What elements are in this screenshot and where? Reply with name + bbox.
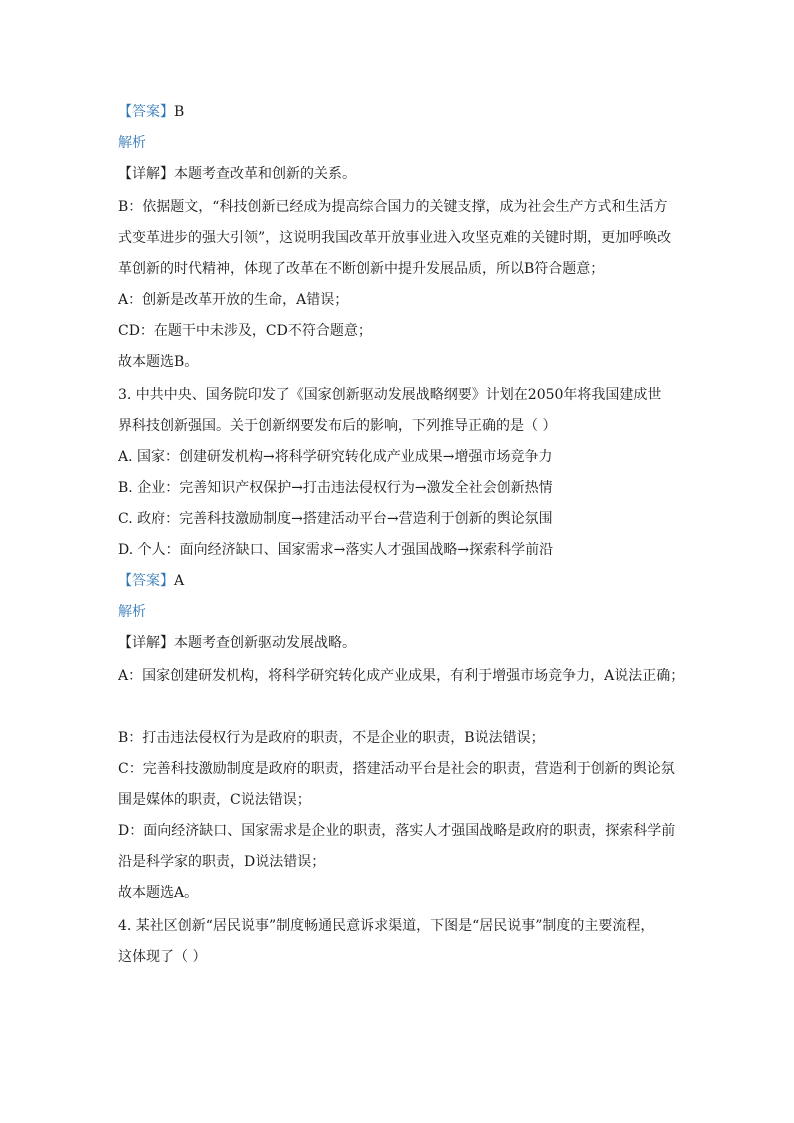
answer-tag: 【答案】 — [118, 104, 174, 120]
analysis-heading-2 — [118, 602, 684, 622]
explanation-a: A：创新是改革开放的生命，A错误； — [118, 292, 349, 308]
explanation-b-line-3: 革创新的时代精神，体现了改革在不断创新中提升发展品质，所以B符合题意； — [118, 261, 605, 277]
analysis-tag-2: 解析 — [118, 604, 146, 620]
answer-value-2: A — [174, 573, 185, 589]
option-c: C. 政府：完善科技激励制度→搭建活动平台→营造利于创新的舆论氛围 — [118, 511, 553, 527]
detail-line — [118, 164, 684, 184]
explanation-2-d-line-1: D：面向经济缺口、国家需求是企业的职责，落实人才强国战略是政府的职责，探索科学前 — [118, 823, 676, 839]
explanation-2-c-line-1: C：完善科技激励制度是政府的职责，搭建活动平台是社会的职责，营造利于创新的舆论氛 — [118, 761, 675, 777]
answer-tag-2: 【答案】 — [118, 573, 174, 589]
answer-value: B — [174, 104, 185, 120]
detail-tag-2: 【详解】 — [118, 635, 174, 651]
detail-text: 本题考查改革和创新的关系。 — [174, 166, 356, 182]
answer-line — [118, 102, 684, 122]
detail-line-2 — [118, 633, 684, 653]
detail-text-2: 本题考查创新驱动发展战略。 — [174, 635, 356, 651]
question-3-line-1: 3. 中共中央、国务院印发了《国家创新驱动发展战略纲要》计划在2050年将我国建成世 — [118, 387, 662, 403]
explanation-b-line-2: 式变革进步的强大引领”，这说明我国改革开放事业进入攻坚克难的关键时期，更加呼唤改 — [118, 230, 672, 246]
explanation-2-b: B：打击违法侵权行为是政府的职责，不是企业的职责，B说法错误； — [118, 730, 545, 746]
option-a: A. 国家：创建研发机构→将科学研究转化成产业成果→增强市场竞争力 — [118, 449, 553, 465]
explanation-2-c-line-2: 围是媒体的职责，C说法错误； — [118, 792, 311, 808]
explanation-cd: CD：在题干中未涉及，CD不符合题意； — [118, 323, 372, 339]
question-4-line-1: 4. 某社区创新“居民说事”制度畅通民意诉求渠道，下图是“居民说事”制度的主要流程， — [118, 918, 655, 934]
explanation-2-d-line-2: 沿是科学家的职责，D说法错误； — [118, 854, 326, 870]
detail-tag: 【详解】 — [118, 166, 174, 182]
analysis-tag: 解析 — [118, 135, 146, 151]
question-4-line-2: 这体现了（ ） — [118, 949, 207, 965]
explanation-b-line-1: B：依据题文，“科技创新已经成为提高综合国力的关键支撑，成为社会生产方式和生活方 — [118, 199, 668, 215]
question-3-line-2: 界科技创新强国。关于创新纲要发布后的影响，下列推导正确的是（ ） — [118, 418, 557, 434]
analysis-heading — [118, 133, 684, 153]
option-b: B. 企业：完善知识产权保护→打击违法侵权行为→激发全社会创新热情 — [118, 480, 553, 496]
conclusion-2: 故本题选A。 — [118, 885, 199, 901]
option-d: D. 个人：面向经济缺口、国家需求→落实人才强国战略→探索科学前沿 — [118, 542, 554, 558]
answer-line-2 — [118, 571, 684, 591]
explanation-2-a: A：国家创建研发机构，将科学研究转化成产业成果，有利于增强市场竞争力，A说法正确； — [118, 668, 684, 684]
conclusion-1: 故本题选B。 — [118, 354, 199, 370]
